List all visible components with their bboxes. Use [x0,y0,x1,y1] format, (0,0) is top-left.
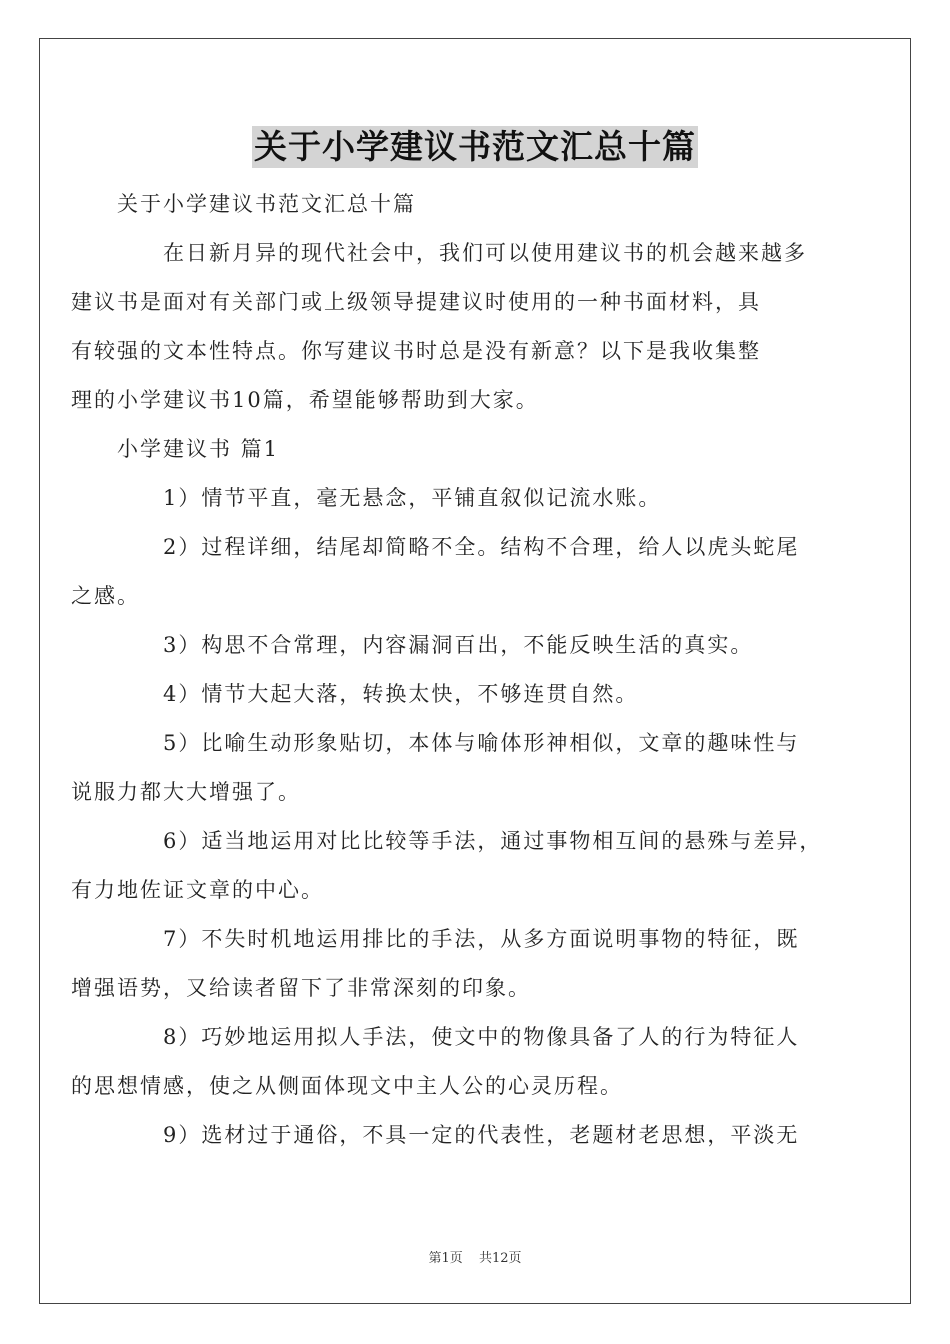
list-item [71,1013,837,1111]
list-item [117,474,837,523]
list-item [71,915,837,1013]
list-item-line: 9）选材过于通俗，不具一定的代表性，老题材老思想，平淡无 [163,1123,800,1147]
list-item-line: 7）不失时机地运用排比的手法，从多方面说明事物的特征，既 [163,927,800,951]
list-item [117,1111,837,1160]
list-item-line: 1）情节平直，毫无悬念，平铺直叙似记流水账。 [163,486,662,510]
intro-line: 在日新月异的现代社会中，我们可以使用建议书的机会越来越多 [163,241,807,265]
document-body [71,180,837,1160]
list-item-line: 6）适当地运用对比比较等手法，通过事物相互间的悬殊与差异， [163,829,823,853]
list-item [71,523,837,621]
list-item [117,621,837,670]
list-item-line: 2）过程详细，结尾却简略不全。结构不合理，给人以虎头蛇尾 [163,535,800,559]
item-list [71,474,837,1160]
intro-line: 有较强的文本性特点。你写建议书时总是没有新意？以下是我收集整 [71,339,761,363]
list-item-line: 之感。 [71,584,140,608]
list-item-line: 4）情节大起大落，转换太快，不够连贯自然。 [163,682,639,706]
intro-paragraph [71,229,837,425]
list-item [71,817,837,915]
list-item-line: 8）巧妙地运用拟人手法，使文中的物像具备了人的行为特征人 [163,1025,800,1049]
title-container [0,126,950,168]
page-total: 共12页 [478,1251,522,1266]
intro-line: 建议书是面对有关部门或上级领导提建议时使用的一种书面材料，具 [71,290,761,314]
list-item [117,670,837,719]
list-item-line: 说服力都大大增强了。 [71,780,301,804]
list-item-line: 有力地佐证文章的中心。 [71,878,324,902]
section-heading: 小学建议书 篇1 [117,437,280,461]
subtitle: 关于小学建议书范文汇总十篇 [117,192,416,216]
list-item-line: 5）比喻生动形象贴切，本体与喻体形神相似，文章的趣味性与 [163,731,800,755]
page-number: 第1页 [428,1251,463,1266]
page-footer [0,1247,950,1266]
list-item-line: 增强语势，又给读者留下了非常深刻的印象。 [71,976,531,1000]
list-item-line: 的思想情感，使之从侧面体现文中主人公的心灵历程。 [71,1074,623,1098]
document-title: 关于小学建议书范文汇总十篇 [254,127,696,166]
list-item [71,719,837,817]
intro-line: 理的小学建议书10篇，希望能够帮助到大家。 [71,388,539,412]
list-item-line: 3）构思不合常理，内容漏洞百出，不能反映生活的真实。 [163,633,754,657]
